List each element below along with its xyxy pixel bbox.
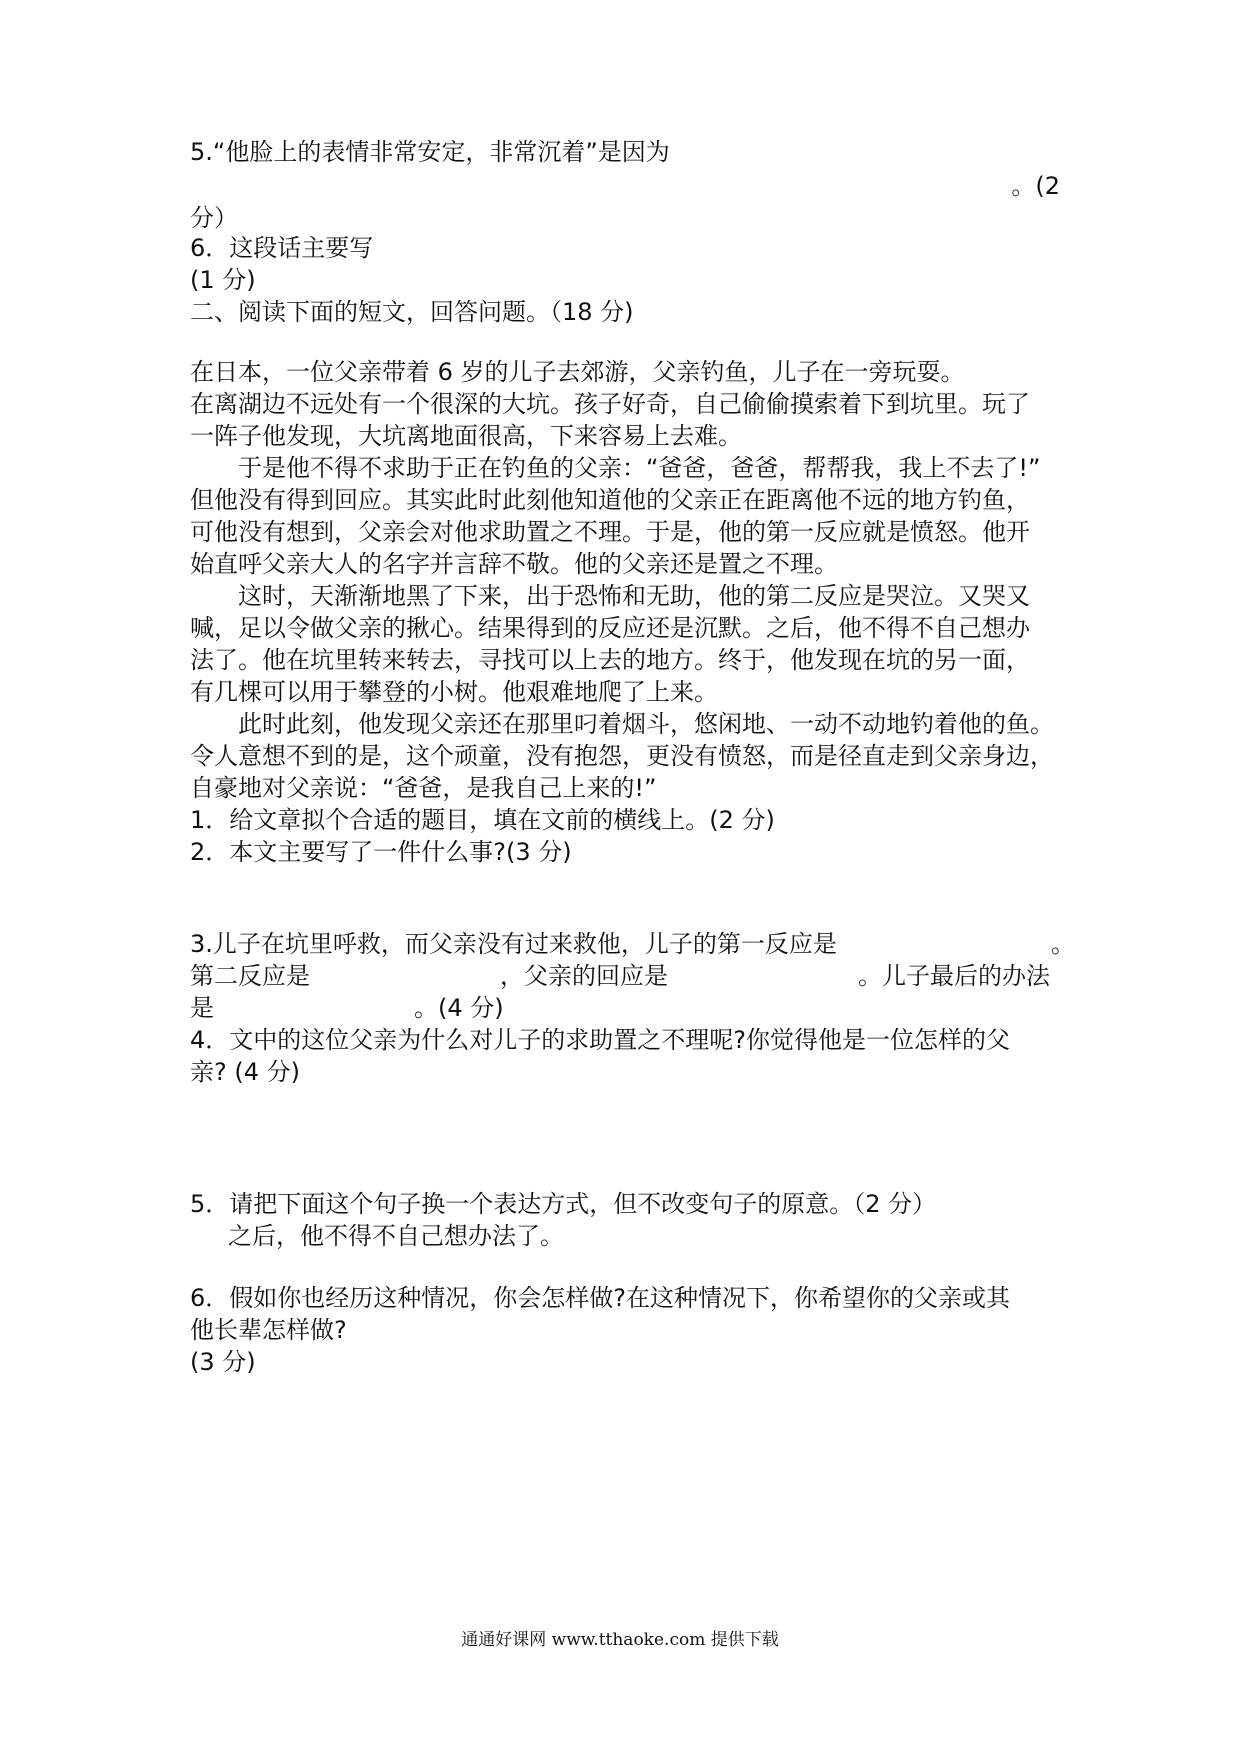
question-5-previous: 5.“他脸上的表情非常安定，非常沉着”是因为 [190,138,670,166]
passage-line: 自豪地对父亲说：“爸爸，是我自己上来的!” [190,774,657,802]
question-3-line-1 [190,928,1075,960]
question-5-line-2: 之后，他不得不自己想办法了。 [228,1222,564,1250]
question-3-line-2 [190,960,1060,992]
passage-line: 始直呼父亲大人的名字并言辞不敬。他的父亲还是置之不理。 [190,550,838,578]
question-3-text-a: 3.儿子在坑里呼救，而父亲没有过来救他，儿子的第一反应是 [190,930,837,958]
question-3-line-3 [190,992,1060,1024]
question-5-score-a: 。(2 [1011,172,1060,200]
passage-line: 于是他不得不求助于正在钓鱼的父亲：“爸爸，爸爸，帮帮我，我上不去了!” [238,454,1041,482]
question-4-line-2: 亲? (4 分) [190,1058,300,1086]
section-2-heading: 二、阅读下面的短文，回答问题。（18 分) [190,298,634,326]
question-3-text-f: 是 [190,994,214,1022]
passage-line: 法了。他在坑里转来转去，寻找可以上去的地方。终于，他发现在坑的另一面， [190,646,1030,674]
question-4-line-1: 4．文中的这位父亲为什么对儿子的求助置之不理呢?你觉得他是一位怎样的父 [190,1026,1011,1054]
passage-line: 但他没有得到回应。其实此时此刻他知道他的父亲正在距离他不远的地方钓鱼， [190,486,1030,514]
question-6-line-2: 他长辈怎样做? [190,1316,347,1344]
question-5-line-1: 5．请把下面这个句子换一个表达方式，但不改变句子的原意。（2 分） [190,1190,937,1218]
question-3-text-d: ，父亲的回应是 [500,962,668,990]
question-3-text-g: 。(4 分) [414,994,504,1022]
passage-line: 令人意想不到的是，这个顽童，没有抱怨，更没有愤怒，而是径直走到父亲身边， [190,742,1054,770]
question-3-text-b: 。 [1050,930,1075,958]
question-3-text-c: 第二反应是 [190,962,310,990]
question-6-line-1: 6．假如你也经历这种情况，你会怎样做?在这种情况下，你希望你的父亲或其 [190,1284,1011,1312]
question-6-score: (1 分) [190,266,256,294]
passage-line: 可他没有想到，父亲会对他求助置之不理。于是，他的第一反应就是愤怒。他开 [190,518,1030,546]
question-2: 2．本文主要写了一件什么事?(3 分) [190,838,572,866]
passage-line: 在日本，一位父亲带着 6 岁的儿子去郊游，父亲钓鱼，儿子在一旁玩耍。 [190,358,965,386]
question-5-score-b: 分） [190,204,238,232]
question-1: 1．给文章拟个合适的题目，填在文前的横线上。(2 分) [190,806,775,834]
question-6-line-3: (3 分) [190,1348,256,1376]
passage-line: 在离湖边不远处有一个很深的大坑。孩子好奇，自己偷偷摸索着下到坑里。玩了 [190,390,1030,418]
passage-line: 这时，天渐渐地黑了下来，出于恐怖和无助，他的第二反应是哭泣。又哭又 [238,582,1030,610]
passage-line: 有几棵可以用于攀登的小树。他艰难地爬了上来。 [190,678,718,706]
question-3-text-e: 。儿子最后的办法 [858,962,1050,990]
question-6-previous: 6．这段话主要写 [190,234,374,262]
passage-line: 一阵子他发现，大坑离地面很高，下来容易上去难。 [190,422,742,450]
passage-line: 喊，足以令做父亲的揪心。结果得到的反应还是沉默。之后，他不得不自己想办 [190,614,1030,642]
page-footer: 通通好课网 www.tthaoke.com 提供下载 [461,1630,779,1650]
passage-line: 此时此刻，他发现父亲还在那里叼着烟斗，悠闲地、一动不动地钓着他的鱼。 [238,710,1054,738]
